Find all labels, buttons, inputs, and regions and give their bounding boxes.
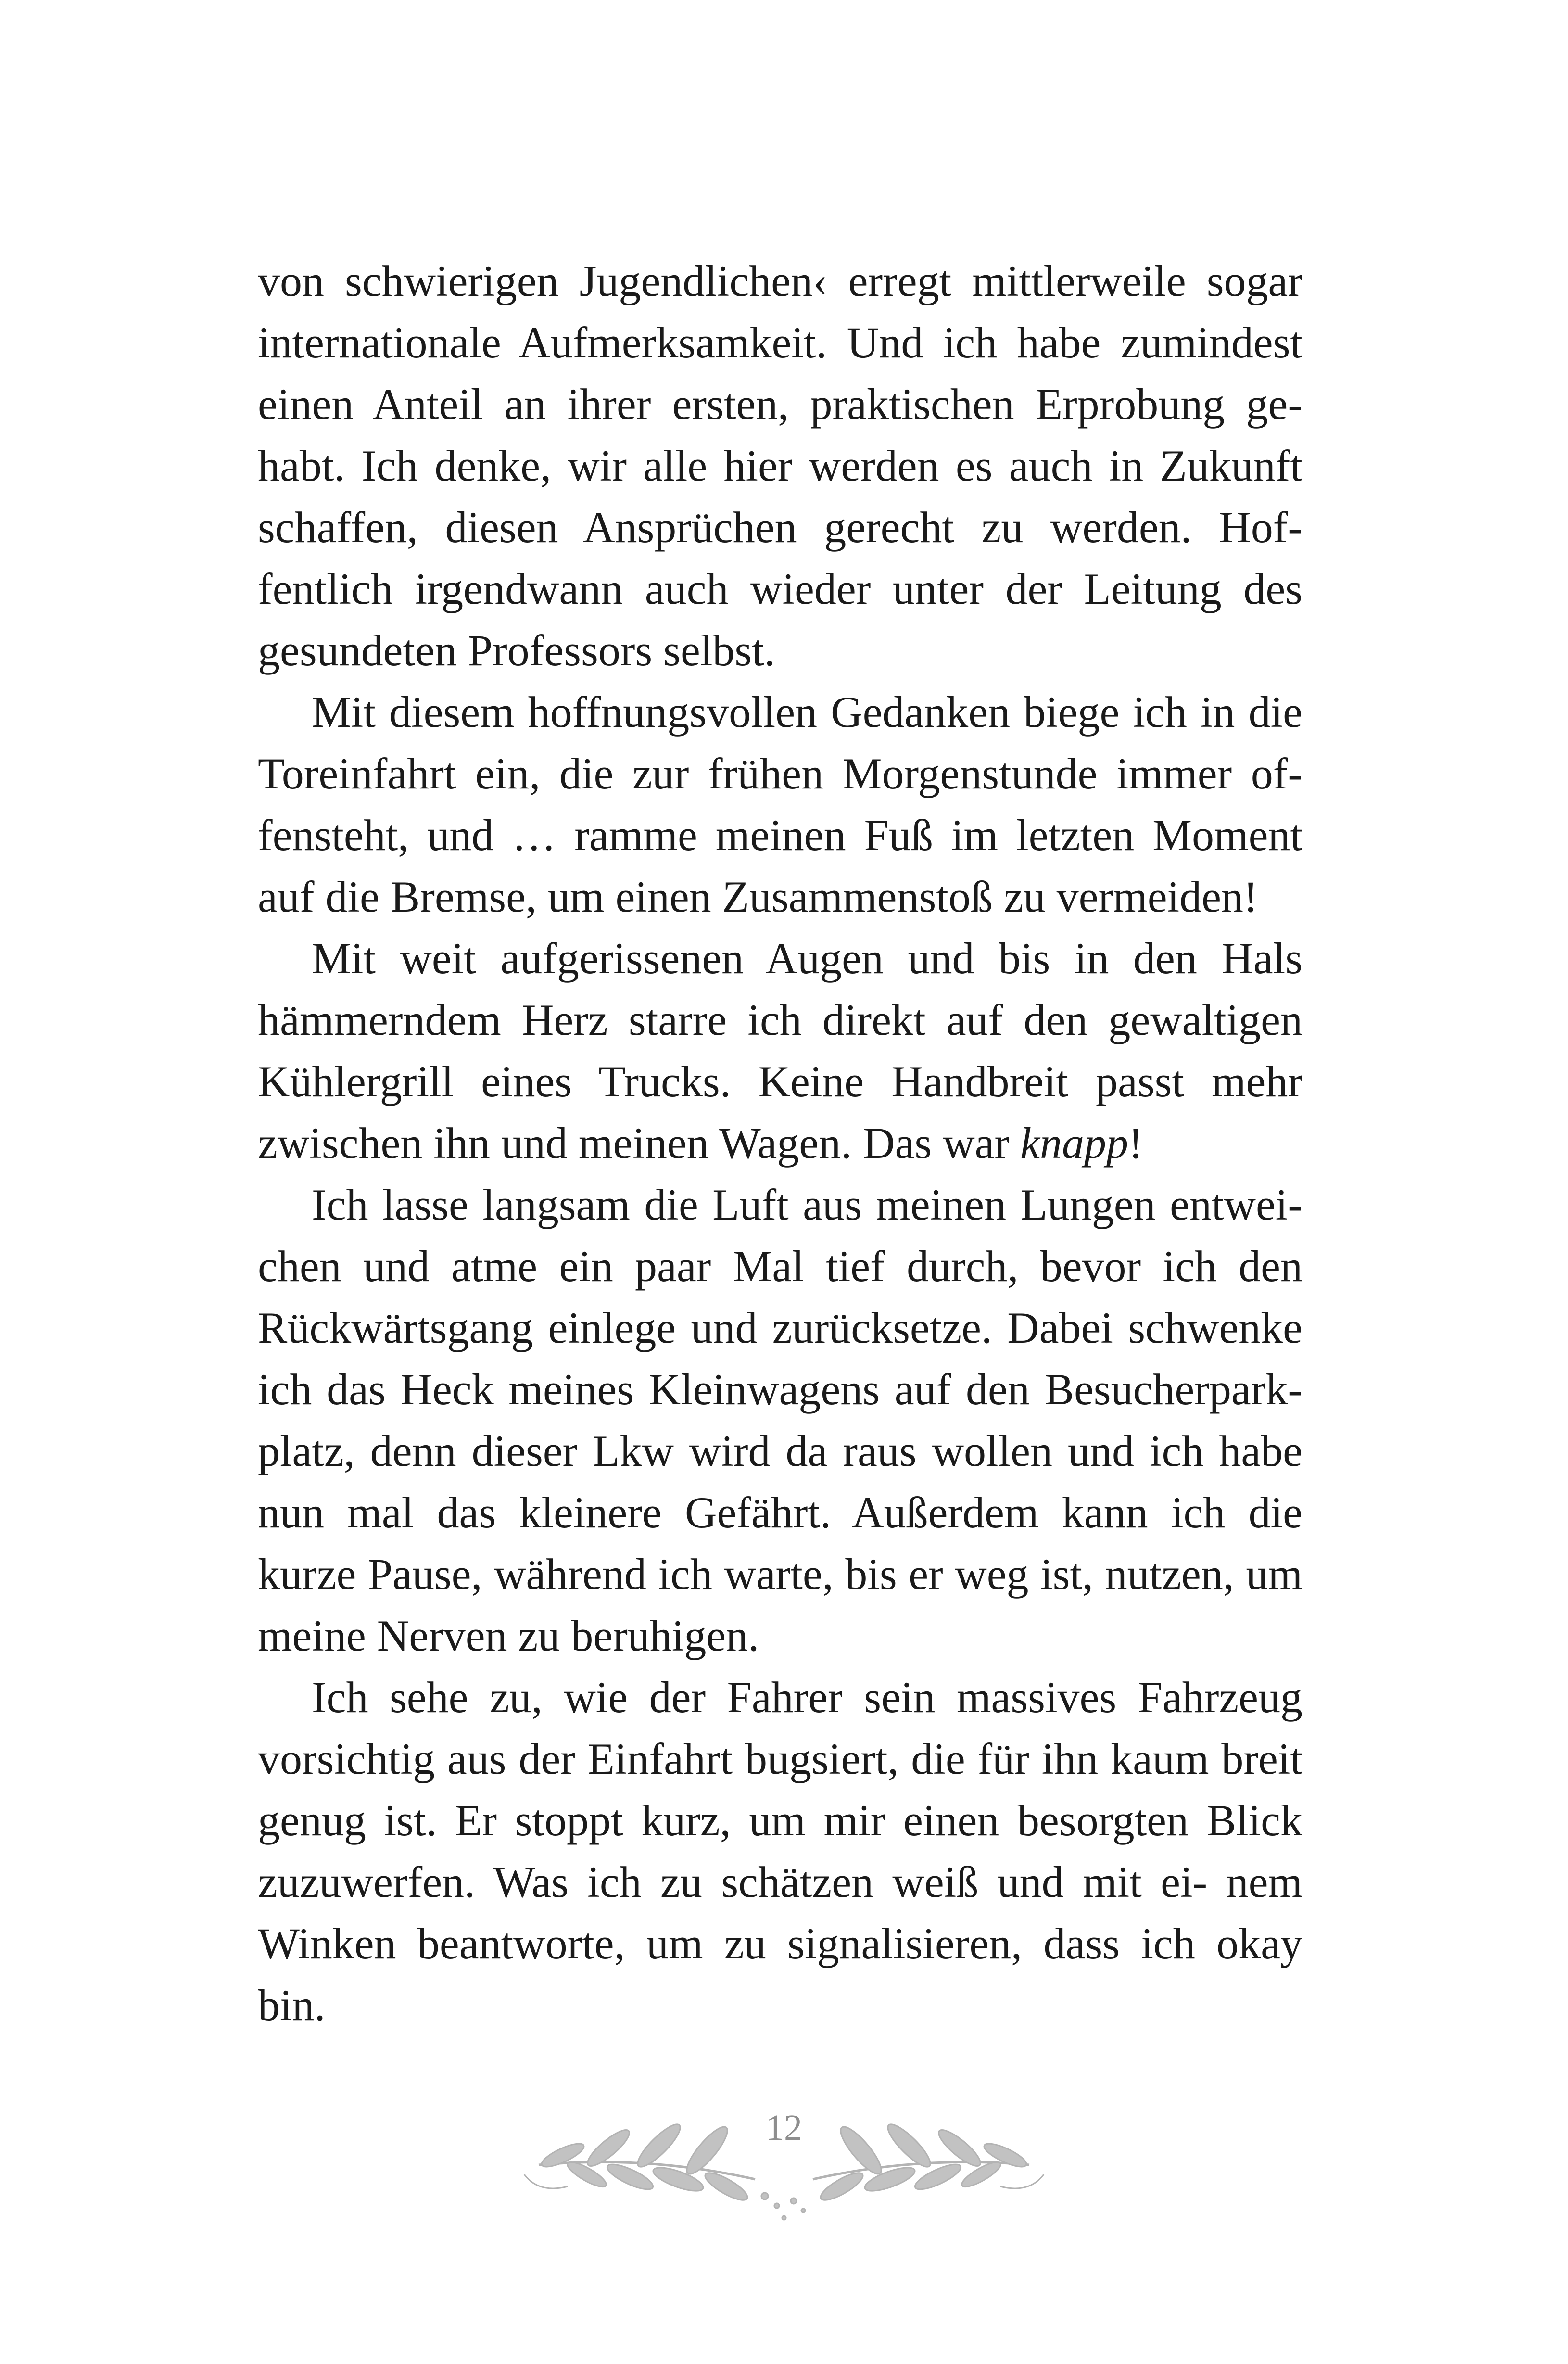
text-line: okay bin. xyxy=(258,1919,1302,2030)
text-line: von schwierigen Jugendlichen‹ erregt mittlerweile sogar xyxy=(258,256,1302,305)
paragraph-5 xyxy=(258,1666,1302,2036)
paragraph-3 xyxy=(258,928,1302,1174)
paragraph-4 xyxy=(258,1174,1302,1666)
text-line: ich das Heck meines Kleinwagens auf den Besucherpark- xyxy=(258,1365,1302,1414)
text-line: habt. Ich denke, wir alle hier werden es auch in Zukunft xyxy=(258,441,1302,490)
text-line: breit genug ist. Er stoppt kurz, um mir einen besorgten xyxy=(258,1734,1303,1845)
text-line: kurze Pause, während ich warte, bis er weg ist, nutzen, xyxy=(258,1550,1234,1599)
text-line: vorsichtig aus der Einfahrt bugsiert, die für ihn kaum xyxy=(258,1734,1209,1783)
text-line: internationale Aufmerksamkeit. Und ich habe zumindest xyxy=(258,318,1302,367)
paragraph-2 xyxy=(258,681,1302,928)
text-line: nem Winken beantworte, um zu signalisieren, dass ich xyxy=(258,1857,1302,1968)
paragraph-1 xyxy=(258,250,1302,681)
text-line: platz, denn dieser Lkw wird da raus wollen und ich habe xyxy=(258,1426,1302,1475)
text-line: Mit weit aufgerissenen Augen und bis in den Hals xyxy=(312,934,1302,983)
text-line: Ich lasse langsam die Luft aus meinen Lungen entwei- xyxy=(312,1180,1302,1229)
text-line: gesundeten Professors selbst. xyxy=(258,626,775,675)
text-line: fensteht, und … ramme meinen Fuß im letzten Moment xyxy=(258,811,1302,860)
emphasized-word: knapp xyxy=(1020,1118,1128,1168)
text-line: Kühlergrill eines Trucks. Keine Handbreit passt mehr xyxy=(258,1057,1302,1106)
text-line: hämmerndem Herz starre ich direkt auf den gewaltigen xyxy=(258,995,1302,1044)
body-text xyxy=(258,250,1302,2036)
text-line: schaffen, diesen Ansprüchen gerecht zu werden. Hof- xyxy=(258,503,1302,552)
text-line: einen Anteil an ihrer ersten, praktischen Erprobung ge- xyxy=(258,380,1302,429)
text-line: Mit diesem hoffnungsvollen Gedanken biege ich in die xyxy=(312,687,1302,737)
page-number: 12 xyxy=(766,2108,802,2148)
laurel-wreath-icon xyxy=(505,2083,1063,2227)
text-line: um meine Nerven zu beruhigen. xyxy=(258,1550,1302,1660)
text-line: Blick zuzuwerfen. Was ich zu schätzen weiß und mit ei- xyxy=(258,1796,1302,1906)
text-line: fentlich irgendwann auch wieder unter der Leitung des xyxy=(258,564,1302,613)
text-line: nun mal das kleinere Gefährt. Außerdem kann ich die xyxy=(258,1488,1302,1537)
text-line: zwischen ihn und meinen Wagen. Das war xyxy=(258,1118,1021,1168)
text-line: Toreinfahrt ein, die zur frühen Morgenstunde immer of- xyxy=(258,749,1302,798)
text-line: Ich sehe zu, wie der Fahrer sein massives Fahrzeug xyxy=(312,1673,1302,1722)
text-line: Rückwärtsgang einlege und zurücksetze. Dabei schwenke xyxy=(258,1303,1302,1352)
text-line: chen und atme ein paar Mal tief durch, bevor ich den xyxy=(258,1242,1302,1291)
text-line-end: ! xyxy=(1128,1118,1143,1168)
text-line: auf die Bremse, um einen Zusammenstoß zu vermeiden! xyxy=(258,872,1258,921)
